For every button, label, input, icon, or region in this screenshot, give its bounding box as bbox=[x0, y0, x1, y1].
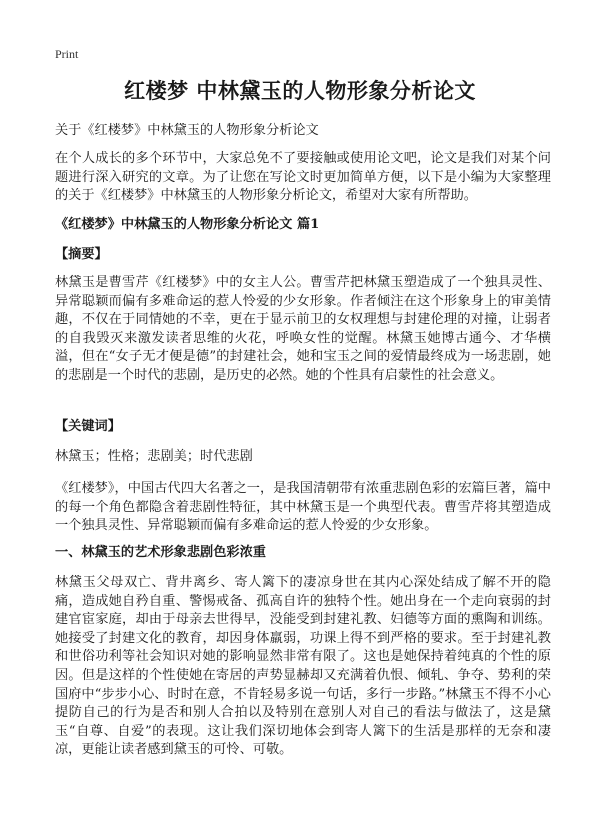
print-link[interactable]: Print bbox=[55, 47, 79, 61]
keywords-text: 林黛玉；性格；悲剧美；时代悲剧 bbox=[55, 449, 253, 464]
body-paragraph: 林黛玉父母双亡、背井离乡、寄人篱下的凄凉身世在其内心深处结成了解不开的隐痛，造成她自矜自重、警惕戒备、孤高自许的独特个性。她出身在一个走向衰弱的封建官宦家庭，却由于母亲去世得早，没能受到封建礼教、妇德等方面的熏陶和训练。她接受了封建文化的教育，却因身体羸弱，功课上得不到严格的要求。至于封建礼教和世俗功利等社会知识对她的影响显然非常有限了。这也是她保持着纯真的个性的原因。但是这样的个性使她在寄居的声势显赫却又充满着仇恨、倾轧、争夺、势利的荣国府中“步步小心、时时在意，不肯轻易多说一句话，多行一步路。”林黛玉不得不小心提防自己的行为是否和别人合拍以及特别在意别人对自己的看法与做法了，这是黛玉“自尊、自爱”的表现。这让我们深切地体会到寄人篱下的生活是那样的无奈和凄凉，更能让读者感到黛玉的可怜、可敬。 bbox=[55, 575, 551, 758]
section-heading: 《红楼梦》中林黛玉的人物形象分析论文 篇1 bbox=[55, 217, 320, 232]
abstract-heading: 【摘要】 bbox=[55, 247, 108, 262]
page-title: 红楼梦 中林黛玉的人物形象分析论文 bbox=[124, 78, 476, 103]
body-paragraph: 《红楼梦》，中国古代四大名著之一，是我国清朝带有浓重悲剧色彩的宏篇巨著，篇中的每一个角色都隐含着悲剧性特征，其中林黛玉是一个典型代表。曹雪芹将其塑造成一个独具灵性、异常聪颖而偏有多难命运的惹人怜爱的少女形象。 bbox=[55, 481, 551, 534]
keywords-heading: 【关键词】 bbox=[55, 419, 121, 434]
abstract-paragraph: 林黛玉是曹雪芹《红楼梦》中的女主人公。曹雪芹把林黛玉塑造成了一个独具灵性、异常聪颖而偏有多难命运的惹人怜爱的少女形象。作者倾注在这个形象身上的审美情趣，不仅在于同情她的不幸，更在于显示前卫的女权理想与封建伦理的对撞，让弱者的自我毁灭来激发读者思维的火花，呼唤女性的觉醒。林黛玉她博古通今、才华横溢，但在“女子无才便是德”的封建社会，她和宝玉之间的爱情最终成为一场悲剧，她的悲剧是一个时代的悲剧，是历史的必然。她的个性具有启蒙性的社会意义。 bbox=[55, 275, 551, 383]
art-section-heading: 一、林黛玉的艺术形象悲剧色彩浓重 bbox=[55, 545, 266, 560]
intro-paragraph: 在个人成长的多个环节中，大家总免不了要接触或使用论文吧，论文是我们对某个问题进行深入研究的文章。为了让您在写论文时更加简单方便，以下是小编为大家整理的关于《红楼梦》中林黛玉的人物形象分析论文，希望对大家有所帮助。 bbox=[55, 151, 551, 204]
subtitle: 关于《红楼梦》中林黛玉的人物形象分析论文 bbox=[55, 123, 319, 138]
